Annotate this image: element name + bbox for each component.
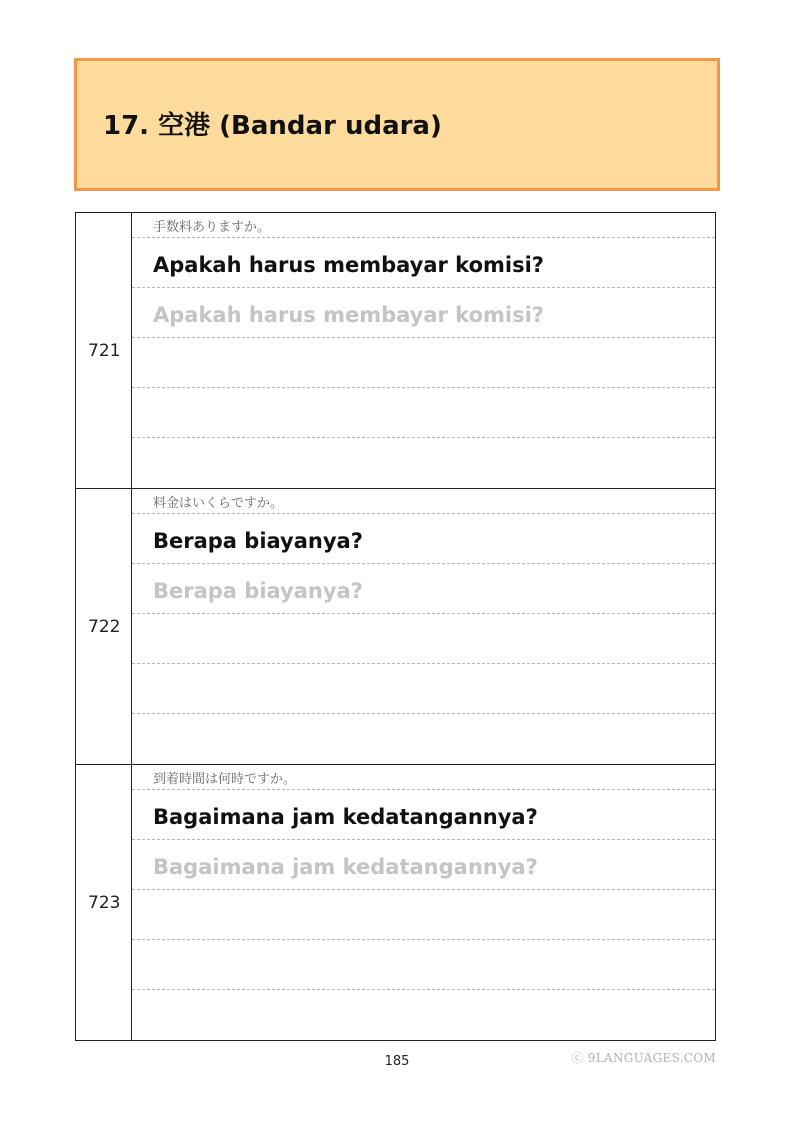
entry-number: 723 bbox=[76, 765, 132, 1040]
japanese-sentence: 到着時間は何時ですか。 bbox=[153, 772, 297, 787]
writing-line[interactable] bbox=[132, 663, 715, 714]
chapter-title: 17. 空港 (Bandar udara) bbox=[103, 111, 442, 141]
trace-sentence: Berapa biayanya? bbox=[153, 579, 363, 603]
practice-entry bbox=[75, 489, 716, 765]
japanese-sentence: 手数料ありますか。 bbox=[153, 220, 271, 235]
page-number: 185 bbox=[384, 1054, 410, 1069]
chapter-header bbox=[74, 58, 720, 191]
writing-lines bbox=[132, 213, 715, 488]
practice-entry bbox=[75, 213, 716, 489]
trace-sentence: Apakah harus membayar komisi? bbox=[153, 303, 544, 327]
entry-number: 721 bbox=[76, 213, 132, 488]
writing-line[interactable] bbox=[132, 939, 715, 990]
writing-line[interactable] bbox=[132, 889, 715, 940]
practice-table bbox=[75, 212, 716, 1041]
indonesian-sentence: Apakah harus membayar komisi? bbox=[153, 253, 544, 277]
japanese-sentence: 料金はいくらですか。 bbox=[153, 496, 283, 511]
writing-lines bbox=[132, 765, 715, 1040]
writing-line[interactable] bbox=[132, 613, 715, 664]
entry-number: 722 bbox=[76, 489, 132, 764]
writing-lines bbox=[132, 489, 715, 764]
writing-line[interactable] bbox=[132, 387, 715, 438]
trace-sentence: Bagaimana jam kedatangannya? bbox=[153, 855, 538, 879]
practice-entry bbox=[75, 765, 716, 1041]
copyright-notice: ⓒ 9LANGUAGES.COM bbox=[571, 1051, 716, 1065]
indonesian-sentence: Bagaimana jam kedatangannya? bbox=[153, 805, 538, 829]
writing-line[interactable] bbox=[132, 337, 715, 388]
indonesian-sentence: Berapa biayanya? bbox=[153, 529, 363, 553]
